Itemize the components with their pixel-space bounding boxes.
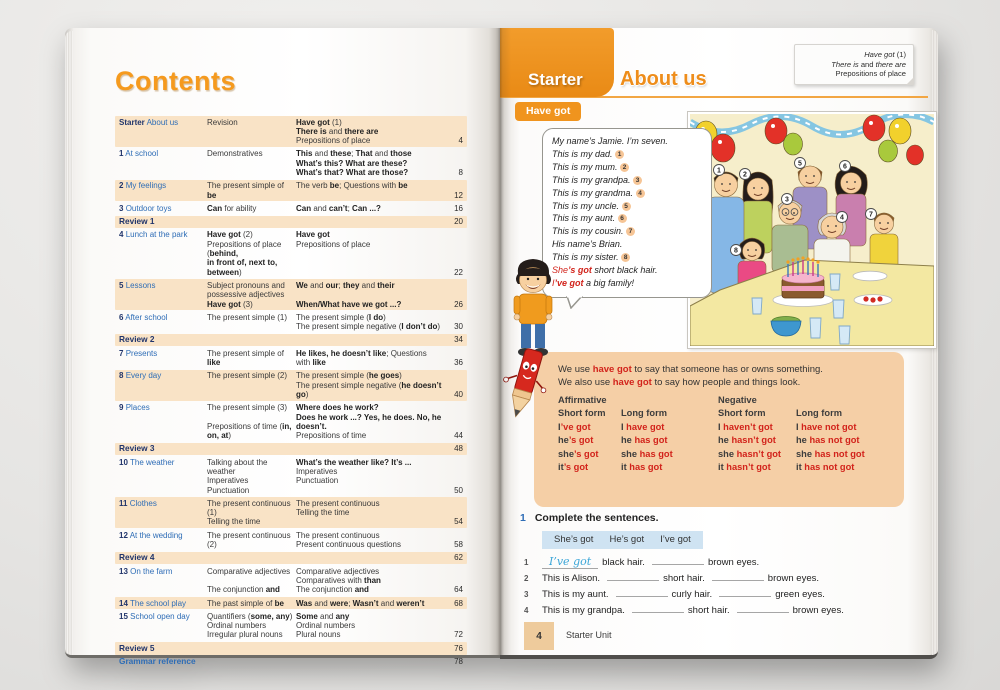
page-number-cell: 54 — [454, 517, 463, 527]
section-label: Review 4 — [119, 552, 155, 563]
contents-row — [115, 552, 467, 564]
item-number: 2 — [524, 574, 529, 583]
form-cell: he has not got — [796, 435, 860, 446]
form-cell: he’s got — [558, 435, 594, 446]
contents-row — [115, 402, 467, 442]
item-text: This is my aunt. — [542, 589, 609, 600]
speech-line: She’s got short black hair. — [552, 265, 658, 276]
negative-header: Negative — [718, 395, 757, 405]
form-cell: it has not got — [796, 462, 855, 473]
word-bank-item: He’s got — [609, 534, 645, 545]
unit-name-cell — [119, 499, 207, 527]
unit-name-cell — [119, 599, 207, 608]
unit-number: 1 — [119, 149, 124, 159]
unit-name-cell — [119, 371, 207, 399]
contents-row — [115, 642, 467, 654]
unit-title-text: The weather — [129, 457, 175, 467]
grammar-cell: The present simple of be — [207, 181, 284, 200]
contents-row — [115, 229, 467, 278]
pencil-mascot — [502, 344, 548, 428]
contents-table — [115, 116, 467, 669]
unit-name-cell — [119, 349, 207, 368]
item-text: short hair. — [687, 605, 730, 616]
form-cell: she has got — [621, 448, 673, 459]
unit-name-cell — [119, 531, 207, 550]
unit-name-cell — [119, 403, 207, 440]
contents-row — [115, 497, 467, 528]
functions-cell: Some and any Ordinal numbers Plural nouns — [296, 611, 356, 640]
speech-line: I’ve got a big family! — [552, 277, 635, 288]
section-label: Grammar reference — [119, 656, 196, 667]
page-number-cell: 50 — [454, 485, 463, 495]
item-text: brown eyes. — [707, 557, 760, 568]
grammar-cell: Talking about the weather Imperatives Punctuation — [207, 457, 268, 495]
page-number-cell: 62 — [454, 553, 463, 563]
contents-row — [115, 565, 467, 596]
speech-lines — [552, 135, 702, 290]
unit-number: 7 — [119, 348, 124, 358]
unit-title-text: Lessons — [125, 280, 156, 290]
unit-number: Starter — [119, 117, 145, 127]
form-cell: I have not got — [796, 421, 857, 432]
form-cell: I haven’t got — [718, 421, 773, 432]
grammar-cell: Quantifiers (some, any) Ordinal numbers Irregular plural nouns — [207, 611, 293, 640]
page-number-cell: 34 — [454, 335, 463, 345]
section-label: Review 3 — [119, 443, 155, 454]
contents-row — [115, 443, 467, 455]
unit-name-cell — [119, 458, 207, 495]
unit-page — [500, 28, 938, 659]
starter-tab-label: Starter — [528, 70, 583, 89]
contents-title: Contents — [115, 66, 236, 96]
blank-line — [632, 603, 684, 613]
unit-title-text: Presents — [125, 348, 158, 358]
item-text: This is my grandpa. — [542, 605, 625, 616]
unit-number: 11 — [119, 498, 128, 508]
grammar-forms-table — [558, 394, 894, 474]
form-col-header: Short form — [718, 408, 766, 419]
functions-cell: What’s the weather like? It’s ... Imperatives Punctuation — [296, 457, 412, 486]
page-number-cell: 76 — [454, 643, 463, 653]
unit-number: 3 — [119, 203, 124, 213]
item-text: black hair. — [602, 557, 645, 568]
page-number-cell: 58 — [454, 540, 463, 550]
functions-cell: The present simple (I do) The present simple negative (I don’t do) — [296, 312, 441, 332]
speech-line: His name’s Brian. — [552, 239, 623, 250]
speech-line: This is my grandpa. 3 — [552, 174, 702, 187]
pencil-body — [514, 348, 543, 395]
blank-line — [607, 571, 659, 581]
page-number-cell: 72 — [454, 630, 463, 640]
unit-title-text: Lunch at the park — [125, 230, 188, 240]
number-badge: 2 — [620, 163, 629, 172]
functions-cell: The present simple (he goes) The present simple negative (he doesn’t go) — [296, 371, 442, 399]
unit-name-cell — [119, 118, 207, 146]
unit-title-text: My feelings — [125, 181, 167, 191]
grammar-rule-line: We use have got to say that someone has or owns something. — [558, 364, 823, 375]
speech-bubble — [542, 128, 712, 298]
blank-line — [652, 555, 704, 565]
exercise-item — [524, 555, 916, 571]
form-cell: she’s got — [558, 448, 599, 459]
functions-cell: Comparative adjectives Comparatives with than The conjunction and — [296, 566, 381, 595]
unit-title-text: School open day — [130, 611, 190, 621]
form-cell: he has got — [621, 435, 668, 446]
unit-number: 6 — [119, 312, 124, 322]
contents-page — [65, 28, 500, 667]
footer-page-number: 4 — [536, 630, 542, 642]
item-text: brown eyes. — [792, 605, 844, 616]
functions-cell: Was and were; Wasn’t and weren’t — [296, 598, 425, 608]
item-text: curly hair. — [671, 589, 713, 600]
unit-title-text: Every day — [125, 371, 162, 381]
book-spread — [65, 28, 938, 667]
form-cell: she hasn’t got — [718, 448, 782, 459]
grammar-cell: Demonstratives — [207, 149, 263, 159]
note-line: There is and there are — [831, 59, 906, 69]
grammar-cell: The present simple (1) — [207, 312, 288, 322]
speech-bubble-tail — [565, 296, 585, 309]
contents-row — [115, 279, 467, 310]
unit-title-text: After school — [125, 312, 168, 322]
form-cell: she has not got — [796, 448, 865, 459]
number-badge: 7 — [626, 227, 635, 236]
unit-number: 5 — [119, 280, 124, 290]
unit-title-text: Places — [125, 403, 150, 413]
blank-line — [712, 571, 764, 581]
picture-number-text: 2 — [743, 171, 747, 179]
page-number-cell: 64 — [454, 585, 463, 595]
picture-number-text: 7 — [869, 211, 873, 219]
functions-cell: He likes, he doesn’t like; Questions with like — [296, 348, 427, 368]
exercise-items — [524, 555, 916, 619]
unit-title-text: Outdoor toys — [125, 203, 172, 213]
exercise-number: 1 — [520, 512, 526, 524]
section-label: Review 5 — [119, 642, 155, 653]
contents-row — [115, 529, 467, 551]
contents-row — [115, 148, 467, 179]
page-number-cell: 36 — [454, 358, 463, 368]
form-cell: it has got — [621, 462, 663, 473]
functions-cell: Have got (1) There is and there are Prepositions of place — [296, 117, 379, 146]
family-picture — [688, 112, 936, 348]
grammar-cell: Revision — [207, 117, 238, 127]
contents-row — [115, 456, 467, 496]
contents-row — [115, 216, 467, 228]
picture-number-text: 3 — [785, 196, 789, 204]
unit-name-cell — [119, 567, 207, 595]
form-cell: it hasn’t got — [718, 462, 771, 473]
contents-row — [115, 311, 467, 333]
grammar-cell: The present continuous (2) — [207, 530, 291, 550]
page-number-cell: 16 — [454, 203, 463, 213]
form-cell: it’s got — [558, 462, 589, 473]
unit-title-text: On the farm — [130, 566, 173, 576]
picture-number-text: 6 — [843, 163, 847, 171]
picture-number-text: 1 — [717, 167, 721, 175]
number-badge: 4 — [636, 189, 645, 198]
unit-name-cell — [119, 181, 207, 200]
form-col-header: Long form — [621, 408, 667, 419]
unit-title: About us — [620, 68, 707, 90]
unit-name-cell — [119, 149, 207, 177]
page-number-cell: 8 — [458, 167, 463, 177]
exercise-item — [524, 587, 916, 603]
contents-row — [115, 116, 467, 147]
item-number: 4 — [524, 606, 529, 615]
grammar-rule-line: We also use have got to say how people and things look. — [558, 377, 801, 388]
speech-line: This is my sister. 8 — [552, 251, 702, 264]
functions-cell: Have got Prepositions of place — [296, 230, 371, 249]
note-line: Have got (1) — [864, 50, 906, 59]
grammar-cell: The past simple of be — [207, 598, 284, 608]
unit-name-cell — [119, 612, 207, 640]
page-number-cell: 12 — [454, 190, 463, 200]
unit-title-text: About us — [146, 117, 179, 127]
item-text: brown eyes. — [767, 573, 820, 584]
functions-cell: The present continuous Present continuous questions — [296, 530, 401, 550]
unit-name-cell — [119, 281, 207, 309]
grammar-cell: The present simple of like — [207, 348, 284, 368]
page-number-cell: 20 — [454, 217, 463, 227]
page-number-cell: 44 — [454, 431, 463, 441]
number-badge: 3 — [633, 176, 642, 185]
contents-row — [115, 610, 467, 641]
form-cell: he hasn’t got — [718, 435, 776, 446]
have-got-badge: Have got — [515, 102, 581, 121]
unit-number: 13 — [119, 566, 128, 576]
functions-cell: The verb be; Questions with be — [296, 181, 408, 191]
footer-label: Starter Unit — [566, 630, 612, 640]
starter-tab — [500, 28, 614, 97]
speech-line: This is my dad. 1 — [552, 148, 702, 161]
unit-number: 10 — [119, 457, 128, 467]
exercise-heading — [520, 512, 659, 524]
speech-line: My name’s Jamie. I’m seven. — [552, 136, 668, 146]
functions-cell: Where does he work? Does he work ...? Yes, he does. No, he doesn’t. Prepositions of time — [296, 403, 442, 441]
functions-cell: We and our; they and their When/What have we got ...? — [296, 280, 402, 309]
section-label: Review 2 — [119, 334, 155, 345]
contents-row — [115, 597, 467, 609]
number-badge: 8 — [621, 253, 630, 262]
form-cell: I’ve got — [558, 421, 591, 432]
functions-cell: The present continuous Telling the time — [296, 498, 380, 518]
unit-number: 15 — [119, 611, 128, 621]
unit-number: 8 — [119, 371, 124, 381]
page-number-cell: 22 — [454, 267, 463, 277]
page-number-cell: 78 — [454, 657, 463, 667]
grammar-cell: The present continuous (1) Telling the time — [207, 498, 291, 527]
unit-number: 9 — [119, 403, 124, 413]
grammar-note — [794, 44, 914, 85]
page-number-cell: 40 — [454, 389, 463, 399]
unit-title-text: At the wedding — [129, 530, 183, 540]
item-number: 1 — [524, 558, 529, 567]
exercise-item — [524, 571, 916, 587]
contents-row — [115, 347, 467, 369]
number-badge: 6 — [618, 214, 627, 223]
contents-row — [115, 370, 467, 401]
grammar-cell: The present simple (3) Prepositions of time (in, on, at) — [207, 403, 292, 441]
word-bank-item: She’s got — [554, 534, 594, 545]
unit-number: 2 — [119, 181, 124, 191]
contents-row — [115, 180, 467, 202]
contents-row — [115, 334, 467, 346]
unit-title-text: The school play — [129, 598, 187, 608]
section-label: Review 1 — [119, 216, 155, 227]
grammar-box — [534, 352, 904, 507]
grammar-cell: Have got (2) Prepositions of place (behind, in front of, next to, between) — [207, 230, 282, 277]
blank-line — [616, 587, 668, 597]
item-text: This is Alison. — [542, 573, 601, 584]
blank-line — [719, 587, 771, 597]
page-number-cell: 68 — [454, 598, 463, 608]
page-number-cell: 26 — [454, 299, 463, 309]
word-bank-item: I’ve got — [660, 534, 691, 545]
page-number-cell: 48 — [454, 444, 463, 454]
boy-shirt — [519, 294, 547, 324]
item-number: 3 — [524, 590, 529, 599]
grammar-cell: Subject pronouns and possessive adjectives Have got (3) — [207, 280, 285, 309]
grammar-cell: Comparative adjectives The conjunction and — [207, 566, 291, 595]
contents-row — [115, 656, 467, 668]
exercise-item — [524, 603, 916, 619]
number-badge: 1 — [615, 150, 624, 159]
unit-name-cell — [119, 204, 207, 213]
unit-name-cell — [119, 313, 207, 332]
speech-line: This is my aunt. 6 — [552, 212, 702, 225]
unit-number: 4 — [119, 230, 124, 240]
speech-line: This is my grandma. 4 — [552, 187, 702, 200]
form-col-header: Short form — [558, 408, 606, 419]
blank-line — [737, 603, 789, 613]
item-text: green eyes. — [775, 589, 825, 600]
speech-line: This is my cousin. 7 — [552, 225, 702, 238]
word-bank — [542, 531, 703, 549]
unit-title-text: Clothes — [129, 498, 157, 508]
grammar-rules — [558, 363, 894, 389]
answer-text: I’ve got — [542, 555, 598, 569]
functions-cell: Can and can’t; Can ...? — [296, 203, 381, 213]
picture-number-text: 4 — [840, 214, 844, 222]
form-col-header: Long form — [796, 408, 842, 419]
page-number-cell: 4 — [458, 136, 463, 146]
grammar-cell: Can for ability — [207, 203, 257, 213]
note-line: Prepositions of place — [835, 69, 906, 79]
grammar-cell: The present simple (2) — [207, 371, 288, 381]
speech-line: This is my uncle. 5 — [552, 200, 702, 213]
contents-row — [115, 202, 467, 214]
footer-page-tab — [524, 622, 554, 650]
unit-number: 14 — [119, 598, 128, 608]
unit-name-cell — [119, 230, 207, 276]
unit-title-text: At school — [125, 149, 159, 159]
picture-number-text: 8 — [734, 247, 738, 255]
unit-number: 12 — [119, 530, 128, 540]
item-text: short hair. — [663, 573, 705, 584]
exercise-title: Complete the sentences. — [534, 512, 659, 524]
number-badge: 5 — [622, 202, 631, 211]
affirmative-header: Affirmative — [558, 395, 607, 405]
page-number-cell: 30 — [454, 322, 463, 332]
form-cell: I have got — [621, 421, 665, 432]
picture-number-text: 5 — [798, 160, 802, 168]
functions-cell: This and these; That and those What’s this? What are these? What’s that? What are those? — [296, 149, 412, 177]
speech-line: This is my mum. 2 — [552, 161, 702, 174]
